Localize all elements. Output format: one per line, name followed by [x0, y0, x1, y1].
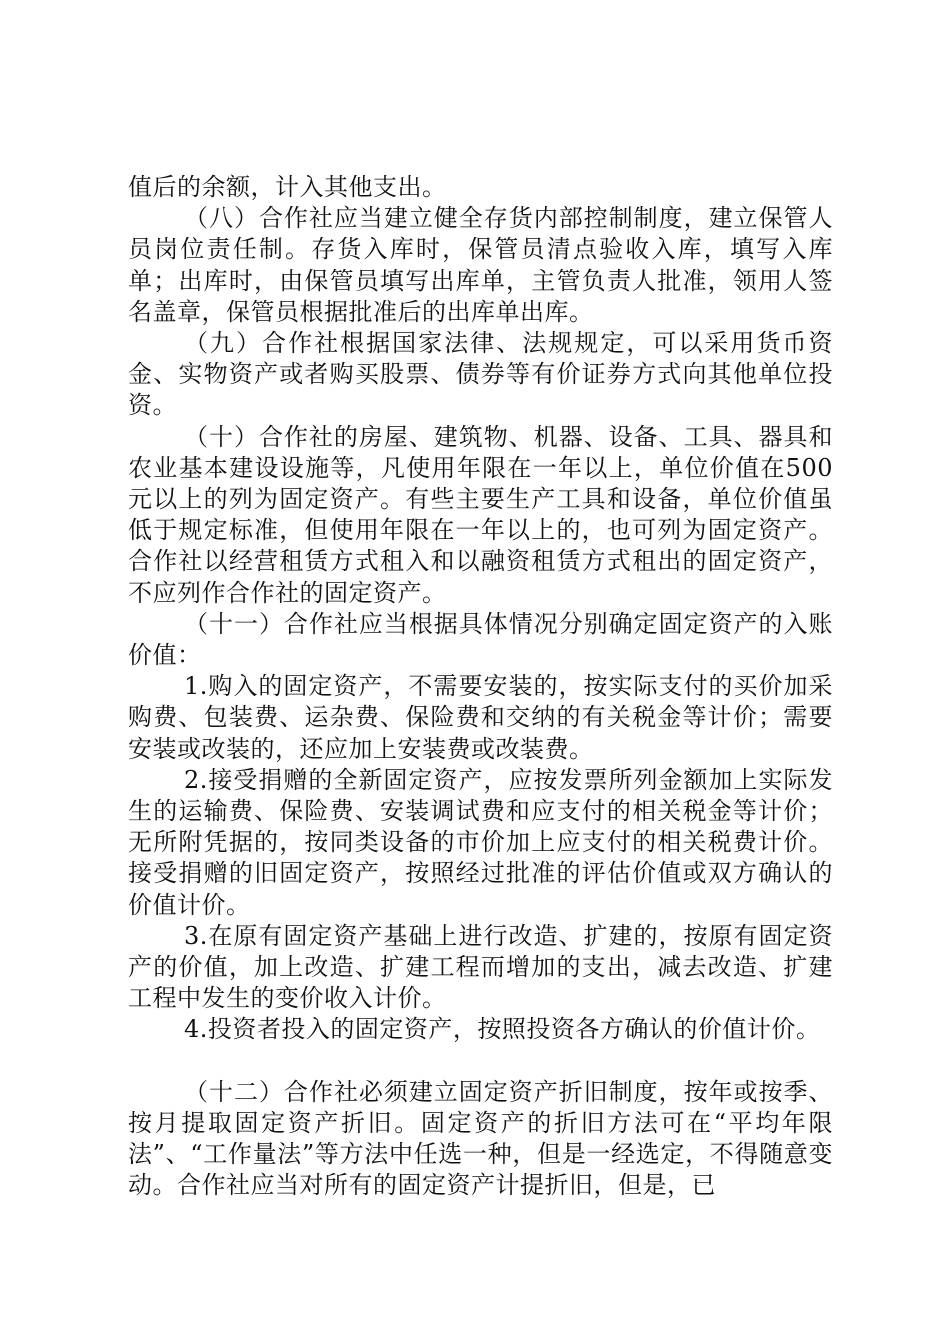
sub-item-2: 2.接受捐赠的全新固定资产，应按发票所列金额加上实际发生的运输费、保险费、安装调试费和应支付的相关税金等计价；无所附凭据的，按同类设备的市价加上应支付的相关税费计价。接受捐赠的旧固定资产，按照经过批准的评估价值或双方确认的价值计价。 [128, 765, 833, 919]
paragraph-item-9: （九）合作社根据国家法律、法规规定，可以采用货币资金、实物资产或者购买股票、债券等有价证券方式向其他单位投资。 [128, 329, 833, 420]
paragraph-item-10: （十）合作社的房屋、建筑物、机器、设备、工具、器具和农业基本建设设施等，凡使用年限在一年以上，单位价值在500元以上的列为固定资产。有些主要生产工具和设备，单位价值虽低于规定标准，但使用年限在一年以上的，也可列为固定资产。合作社以经营租赁方式租入和以融资租赁方式租出的固定资产，不应列作合作社的固定资产。 [128, 422, 833, 607]
sub-item-3: 3.在原有固定资产基础上进行改造、扩建的，按原有固定资产的价值，加上改造、扩建工程而增加的支出，减去改造、扩建工程中发生的变价收入计价。 [128, 921, 833, 1013]
paragraph-continuation: 值后的余额，计入其他支出。 [128, 173, 447, 201]
document-body [128, 172, 833, 1202]
sub-item-4: 4.投资者投入的固定资产，按照投资各方确认的价值计价。 [184, 1015, 821, 1044]
paragraph-item-12: （十二）合作社必须建立固定资产折旧制度，按年或按季、按月提取固定资产折旧。固定资产的折旧方法可在“平均年限法”、“工作量法”等方法中任选一种，但是一经选定，不得随意变动。合作社应当对所有的固定资产计提折旧，但是，已 [128, 1077, 833, 1200]
paragraph-item-8: （八）合作社应当建立健全存货内部控制制度，建立保管人员岗位责任制。存货入库时，保管员清点验收入库，填写入库单；出库时，由保管员填写出库单，主管负责人批准，领用人签名盖章，保管员根据批准后的出库单出库。 [128, 204, 833, 326]
sub-item-1: 1.购入的固定资产，不需要安装的，按实际支付的买价加采购费、包装费、运杂费、保险费和交纳的有关税金等计价；需要安装或改装的，还应加上安装费或改装费。 [128, 672, 833, 763]
paragraph-item-11: （十一）合作社应当根据具体情况分别确定固定资产的入账价值： [128, 609, 833, 670]
